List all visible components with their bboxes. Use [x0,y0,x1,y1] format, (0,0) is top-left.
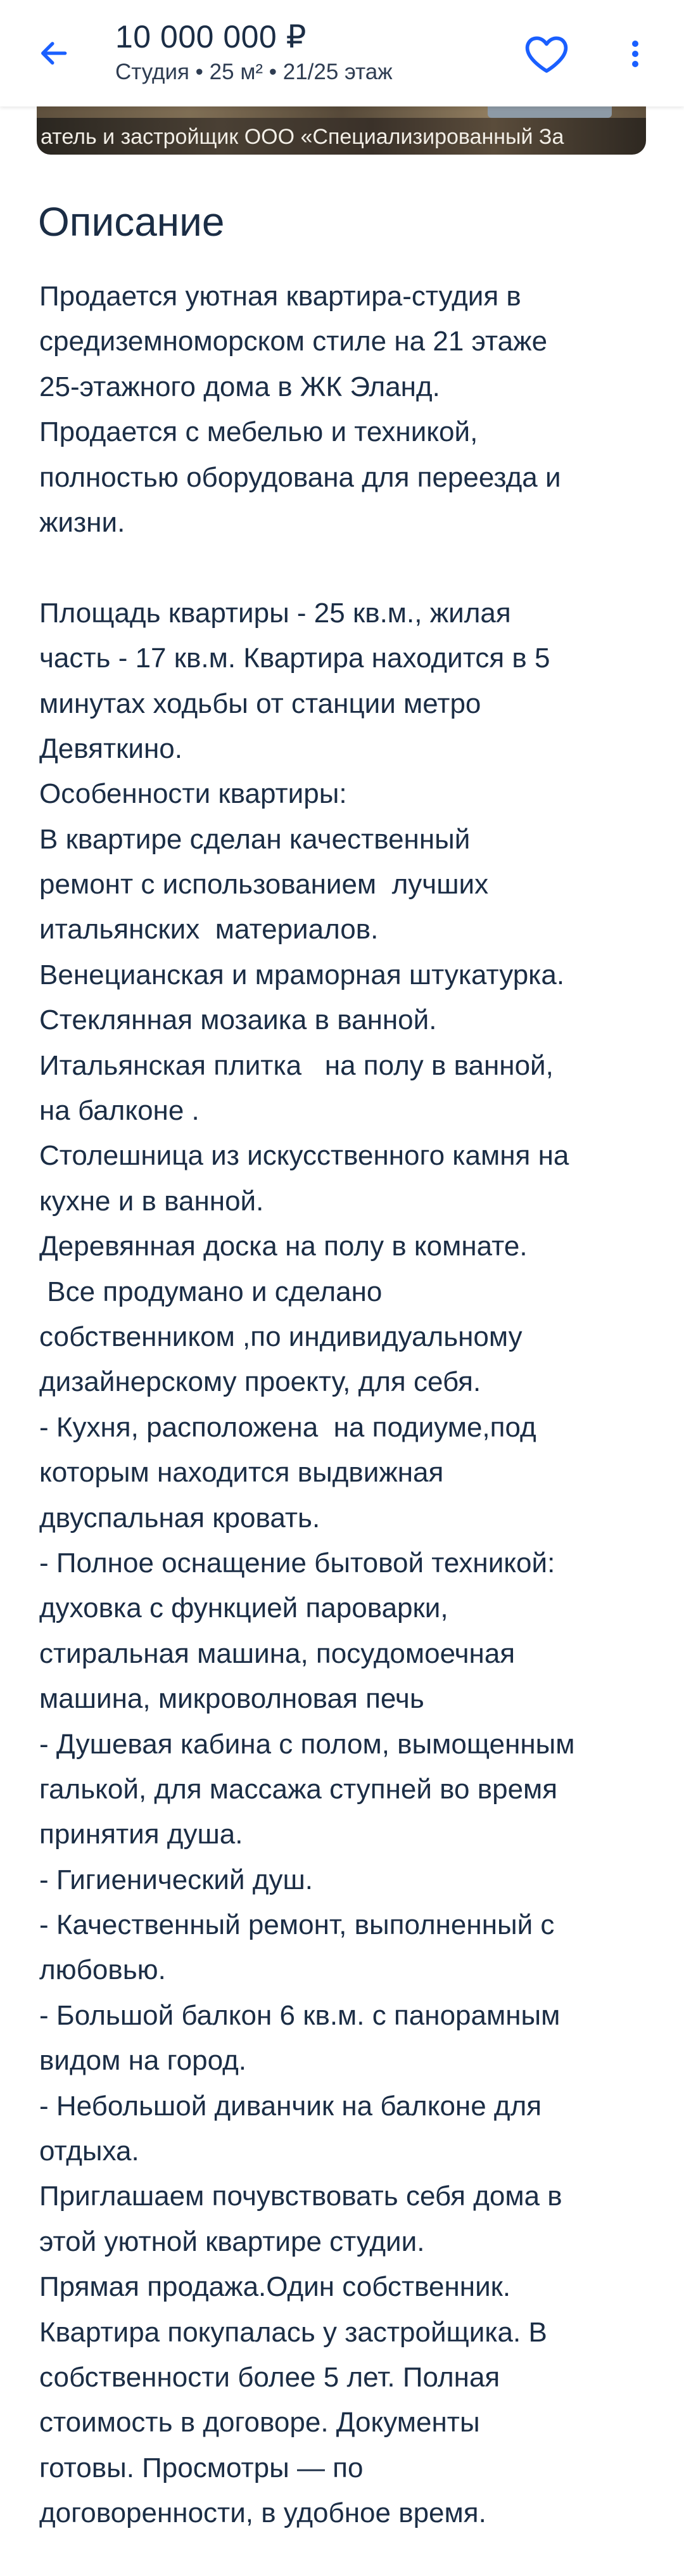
description-line: - Душевая кабина с полом, вымощенным [39,1728,575,1760]
description-line: Площадь квартиры - 25 кв.м., жилая [39,597,511,629]
description-line: которым находится выдвижная [39,1457,444,1489]
description-line: готовы. Просмотры — по [39,2452,364,2483]
description-line: галькой, для массажа ступней во время [39,1773,558,1805]
more-vertical-icon [629,35,642,73]
back-button[interactable] [28,28,79,79]
description-line: - Кухня, расположена на подиуме,под [39,1411,536,1443]
description-line: Венецианская и мраморная штукатурка. [39,959,565,990]
description-line: - Небольшой диванчик на балконе для [39,2090,542,2122]
description-line: средиземноморском стиле на 21 этаже [39,326,548,357]
description-line: на балконе . [39,1095,200,1127]
description-line: 25-этажного дома в ЖК Эланд. [39,371,440,402]
description-line: Столешница из искусственного камня на [39,1140,569,1172]
photo-gallery-banner[interactable] [37,106,646,155]
gallery-badge [488,106,612,118]
description-line: собственности более 5 лет. Полная [39,2361,500,2393]
description-line: ремонт с использованием лучших [39,869,489,900]
description-line: Прямая продажа.Один собственник. [39,2271,511,2303]
description-line: Особенности квартиры: [39,778,347,810]
description-line: двуспальная кровать. [39,1502,320,1534]
description-line: стоимость в договоре. Документы [39,2407,480,2438]
description-line: собственником ,по индивидуальному [39,1321,522,1352]
description-line: Приглашаем почувствовать себя дома в [39,2181,562,2212]
heart-icon [522,30,571,78]
description-line: Квартира покупалась у застройщика. В [39,2316,547,2348]
description-line: часть - 17 кв.м. Квартира находится в 5 [39,643,550,674]
description-line: машина, микроволновая печь [39,1683,424,1715]
description-line: принятия душа. [39,1819,243,1850]
banner-caption: атель и застройщик ООО «Специализированный За [41,125,564,149]
favorite-button[interactable] [518,25,575,82]
description-line: Деревянная доска на полу в комнате. [39,1231,528,1262]
description-line: духовка с функцией пароварки, [39,1592,448,1624]
section-title: Описание [38,199,225,245]
description-line: - Качественный ремонт, выполненный с [39,1909,555,1941]
description-line: отдыха. [39,2136,139,2167]
top-app-bar [0,0,684,106]
description-text [39,274,647,2536]
description-line [39,545,647,590]
more-options-button[interactable] [613,25,657,82]
description-line: этой уютной квартире студии. [39,2226,425,2257]
description-line: Девяткино. [39,733,182,764]
description-line: Все продумано и сделано [39,1276,383,1307]
description-line: - Большой балкон 6 кв.м. с панорамным [39,1999,560,2031]
description-line: кухне и в ванной. [39,1185,264,1217]
description-line: итальянских материалов. [39,914,379,945]
description-line: - Гигиенический душ. [39,1864,314,1895]
listing-summary [115,18,393,86]
description-line: минутах ходьбы от станции метро [39,688,481,719]
description-line: дизайнерскому проекту, для себя. [39,1366,481,1398]
description-line: договоренности, в удобное время. [39,2497,486,2529]
price: 10 000 000 ₽ [115,19,307,54]
description-line: Продается с мебелью и техникой, [39,416,478,448]
description-line: Продается уютная квартира-студия в [39,281,521,312]
description-line: любовью. [39,1954,166,1986]
description-line: стиральная машина, посудомоечная [39,1637,516,1669]
description-line: видом на город. [39,2045,246,2077]
description-line: Итальянская плитка на полу в ванной, [39,1049,554,1081]
arrow-left-icon [35,35,71,71]
description-line: жизни. [39,506,125,538]
description-line: Стеклянная мозаика в ванной. [39,1004,437,1036]
description-line: полностью оборудована для переезда и [39,461,561,493]
listing-subtitle: Студия • 25 м² • 21/25 этаж [115,60,393,84]
description-line: В квартире сделан качественный [39,823,471,855]
description-line: - Полное оснащение бытовой техникой: [39,1547,555,1579]
